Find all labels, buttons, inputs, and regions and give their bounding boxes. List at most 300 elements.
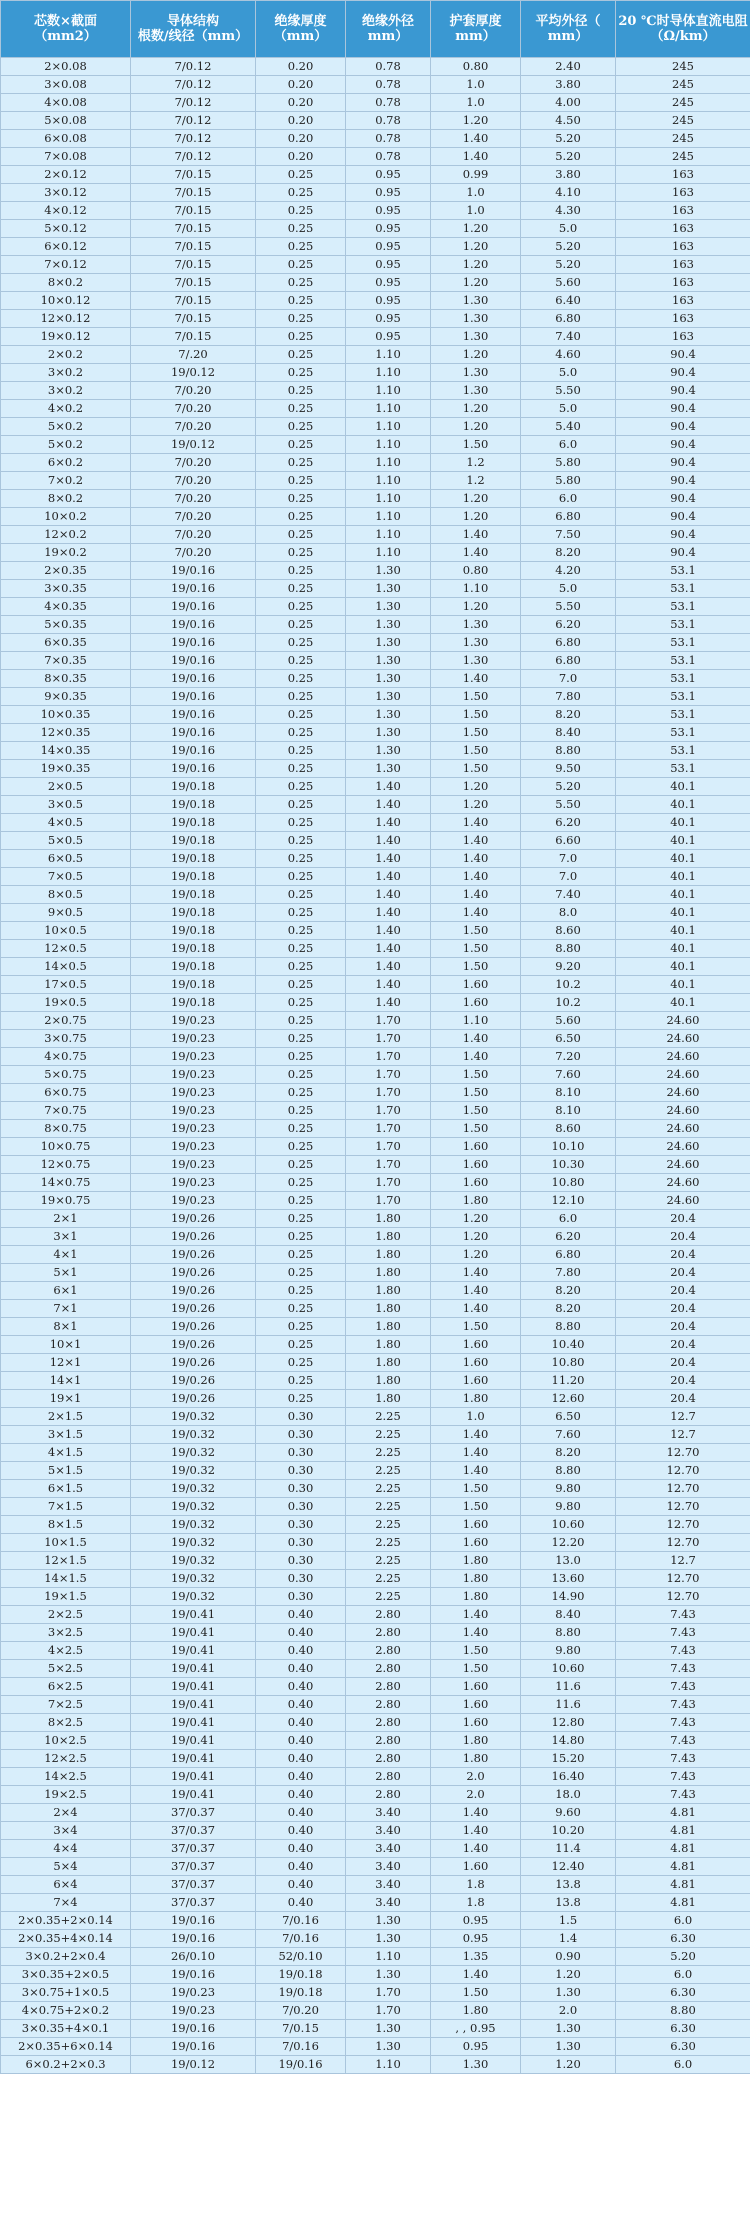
- table-row: [1, 1768, 750, 1786]
- cell-conductor-structure: 7/0.20: [131, 400, 256, 418]
- table-row: [1, 1876, 750, 1894]
- cell-core-section: 2×0.35+4×0.14: [1, 1930, 131, 1948]
- cell-insulation-od: 1.10: [346, 418, 431, 436]
- cell-conductor-structure: 19/0.32: [131, 1426, 256, 1444]
- cell-sheath-thickness: 1.60: [431, 1156, 521, 1174]
- cell-average-od: 4.00: [521, 94, 616, 112]
- cell-insulation-thickness: 0.40: [256, 1624, 346, 1642]
- cell-average-od: 5.20: [521, 148, 616, 166]
- cell-core-section: 3×0.2: [1, 382, 131, 400]
- cell-insulation-thickness: 0.25: [256, 1318, 346, 1336]
- table-row: [1, 58, 750, 76]
- cell-dc-resistance: 5.20: [616, 1948, 750, 1966]
- cell-dc-resistance: 20.4: [616, 1318, 750, 1336]
- cell-insulation-od: 1.40: [346, 976, 431, 994]
- cell-dc-resistance: 12.70: [616, 1516, 750, 1534]
- cell-sheath-thickness: 1.20: [431, 400, 521, 418]
- cell-average-od: 4.10: [521, 184, 616, 202]
- cell-conductor-structure: 19/0.16: [131, 724, 256, 742]
- cell-insulation-od: 1.30: [346, 2020, 431, 2038]
- cell-average-od: 12.10: [521, 1192, 616, 1210]
- cell-sheath-thickness: 1.50: [431, 922, 521, 940]
- cell-average-od: 7.60: [521, 1426, 616, 1444]
- cell-sheath-thickness: , , 0.95: [431, 2020, 521, 2038]
- cell-insulation-thickness: 0.25: [256, 418, 346, 436]
- cell-conductor-structure: 19/0.32: [131, 1444, 256, 1462]
- cell-sheath-thickness: 1.0: [431, 202, 521, 220]
- cell-average-od: 9.80: [521, 1480, 616, 1498]
- cell-average-od: 8.20: [521, 1300, 616, 1318]
- cell-insulation-thickness: 0.25: [256, 1300, 346, 1318]
- cell-insulation-thickness: 0.25: [256, 1372, 346, 1390]
- cell-core-section: 5×0.08: [1, 112, 131, 130]
- cell-conductor-structure: 19/0.18: [131, 994, 256, 1012]
- cell-average-od: 13.60: [521, 1570, 616, 1588]
- cell-sheath-thickness: 1.20: [431, 778, 521, 796]
- cell-core-section: 10×0.5: [1, 922, 131, 940]
- cell-insulation-od: 1.80: [346, 1390, 431, 1408]
- table-row: [1, 1948, 750, 1966]
- cell-conductor-structure: 7/0.12: [131, 148, 256, 166]
- cell-core-section: 6×0.35: [1, 634, 131, 652]
- cell-insulation-od: 1.30: [346, 670, 431, 688]
- table-row: [1, 1642, 750, 1660]
- cell-insulation-thickness: 0.25: [256, 976, 346, 994]
- table-row: [1, 1408, 750, 1426]
- cell-sheath-thickness: 1.20: [431, 220, 521, 238]
- cell-insulation-thickness: 0.25: [256, 1282, 346, 1300]
- cell-dc-resistance: 4.81: [616, 1840, 750, 1858]
- cell-core-section: 19×2.5: [1, 1786, 131, 1804]
- cell-conductor-structure: 7/0.20: [131, 472, 256, 490]
- cell-sheath-thickness: 1.50: [431, 1084, 521, 1102]
- cell-conductor-structure: 19/0.41: [131, 1714, 256, 1732]
- table-row: [1, 1966, 750, 1984]
- cell-conductor-structure: 19/0.18: [131, 814, 256, 832]
- cell-insulation-thickness: 0.25: [256, 760, 346, 778]
- table-row: [1, 868, 750, 886]
- cell-core-section: 7×2.5: [1, 1696, 131, 1714]
- cell-insulation-thickness: 0.25: [256, 1048, 346, 1066]
- cell-dc-resistance: 8.80: [616, 2002, 750, 2020]
- cell-sheath-thickness: 1.20: [431, 112, 521, 130]
- cell-insulation-od: 2.25: [346, 1444, 431, 1462]
- cell-average-od: 5.20: [521, 130, 616, 148]
- cell-insulation-od: 3.40: [346, 1822, 431, 1840]
- cell-insulation-od: 1.10: [346, 346, 431, 364]
- cell-core-section: 10×0.75: [1, 1138, 131, 1156]
- cell-conductor-structure: 19/0.26: [131, 1354, 256, 1372]
- cell-insulation-od: 1.80: [346, 1354, 431, 1372]
- table-row: [1, 1138, 750, 1156]
- cell-average-od: 8.80: [521, 742, 616, 760]
- cell-sheath-thickness: 1.80: [431, 1732, 521, 1750]
- table-row: [1, 958, 750, 976]
- cell-average-od: 5.20: [521, 778, 616, 796]
- cell-average-od: 6.0: [521, 1210, 616, 1228]
- cell-dc-resistance: 90.4: [616, 364, 750, 382]
- cell-core-section: 8×2.5: [1, 1714, 131, 1732]
- table-row: [1, 238, 750, 256]
- cell-insulation-od: 1.10: [346, 526, 431, 544]
- cell-insulation-od: 0.95: [346, 238, 431, 256]
- cell-insulation-thickness: 19/0.16: [256, 2056, 346, 2074]
- cell-insulation-thickness: 19/0.18: [256, 1984, 346, 2002]
- cell-core-section: 17×0.5: [1, 976, 131, 994]
- cell-conductor-structure: 19/0.18: [131, 868, 256, 886]
- cell-insulation-od: 1.30: [346, 562, 431, 580]
- cell-average-od: 8.80: [521, 940, 616, 958]
- cell-insulation-thickness: 0.40: [256, 1876, 346, 1894]
- cell-dc-resistance: 20.4: [616, 1228, 750, 1246]
- cell-conductor-structure: 7/0.12: [131, 94, 256, 112]
- cell-core-section: 14×0.35: [1, 742, 131, 760]
- cell-average-od: 7.50: [521, 526, 616, 544]
- table-row: [1, 706, 750, 724]
- header-core-section: [1, 1, 131, 58]
- cell-conductor-structure: 7/0.15: [131, 220, 256, 238]
- table-row: [1, 922, 750, 940]
- cell-average-od: 7.80: [521, 688, 616, 706]
- cell-average-od: 6.50: [521, 1408, 616, 1426]
- cell-average-od: 14.90: [521, 1588, 616, 1606]
- cell-insulation-od: 2.25: [346, 1534, 431, 1552]
- cell-conductor-structure: 19/0.41: [131, 1732, 256, 1750]
- cell-core-section: 12×1.5: [1, 1552, 131, 1570]
- cell-insulation-od: 1.10: [346, 382, 431, 400]
- cell-dc-resistance: 163: [616, 238, 750, 256]
- cell-insulation-od: 2.25: [346, 1498, 431, 1516]
- cell-average-od: 8.20: [521, 706, 616, 724]
- cell-conductor-structure: 7/0.15: [131, 328, 256, 346]
- cell-sheath-thickness: 1.40: [431, 1264, 521, 1282]
- cell-dc-resistance: 6.30: [616, 1930, 750, 1948]
- cell-average-od: 6.40: [521, 292, 616, 310]
- cell-dc-resistance: 20.4: [616, 1390, 750, 1408]
- cell-sheath-thickness: 1.8: [431, 1894, 521, 1912]
- cell-conductor-structure: 19/0.23: [131, 1030, 256, 1048]
- cell-insulation-od: 2.25: [346, 1462, 431, 1480]
- cell-dc-resistance: 12.70: [616, 1570, 750, 1588]
- cell-insulation-thickness: 0.40: [256, 1858, 346, 1876]
- cell-conductor-structure: 19/0.23: [131, 1174, 256, 1192]
- cell-average-od: 10.60: [521, 1516, 616, 1534]
- cell-core-section: 6×0.12: [1, 238, 131, 256]
- cell-insulation-od: 1.10: [346, 2056, 431, 2074]
- cell-average-od: 1.30: [521, 2020, 616, 2038]
- cell-insulation-od: 1.10: [346, 1948, 431, 1966]
- cell-dc-resistance: 24.60: [616, 1084, 750, 1102]
- cell-dc-resistance: 245: [616, 94, 750, 112]
- cell-average-od: 7.40: [521, 886, 616, 904]
- cell-insulation-thickness: 0.25: [256, 1192, 346, 1210]
- cell-insulation-thickness: 0.25: [256, 1120, 346, 1138]
- cell-conductor-structure: 19/0.18: [131, 922, 256, 940]
- cell-sheath-thickness: 0.95: [431, 1930, 521, 1948]
- cell-dc-resistance: 7.43: [616, 1606, 750, 1624]
- cell-average-od: 8.40: [521, 724, 616, 742]
- cell-average-od: 6.80: [521, 508, 616, 526]
- cell-sheath-thickness: 1.40: [431, 1462, 521, 1480]
- cell-average-od: 5.80: [521, 472, 616, 490]
- cell-core-section: 19×0.35: [1, 760, 131, 778]
- header-average-od: [521, 1, 616, 58]
- cell-core-section: 2×0.75: [1, 1012, 131, 1030]
- cell-dc-resistance: 20.4: [616, 1282, 750, 1300]
- table-row: [1, 1300, 750, 1318]
- table-row: [1, 2056, 750, 2074]
- cell-sheath-thickness: 1.50: [431, 1498, 521, 1516]
- cell-core-section: 6×0.2: [1, 454, 131, 472]
- cell-dc-resistance: 53.1: [616, 634, 750, 652]
- cell-dc-resistance: 24.60: [616, 1048, 750, 1066]
- cell-sheath-thickness: 1.30: [431, 616, 521, 634]
- cell-sheath-thickness: 0.99: [431, 166, 521, 184]
- cell-insulation-thickness: 0.25: [256, 1084, 346, 1102]
- cell-conductor-structure: 19/0.23: [131, 1066, 256, 1084]
- table-row: [1, 1840, 750, 1858]
- cell-average-od: 8.80: [521, 1318, 616, 1336]
- cell-average-od: 12.20: [521, 1534, 616, 1552]
- cell-insulation-thickness: 0.25: [256, 454, 346, 472]
- cell-core-section: 12×1: [1, 1354, 131, 1372]
- cell-insulation-od: 1.80: [346, 1210, 431, 1228]
- cell-sheath-thickness: 1.40: [431, 526, 521, 544]
- cell-insulation-thickness: 0.25: [256, 580, 346, 598]
- table-row: [1, 436, 750, 454]
- cell-core-section: 4×0.75: [1, 1048, 131, 1066]
- cell-conductor-structure: 7/0.12: [131, 112, 256, 130]
- cell-average-od: 4.50: [521, 112, 616, 130]
- cell-insulation-od: 1.40: [346, 832, 431, 850]
- cell-core-section: 2×0.35+6×0.14: [1, 2038, 131, 2056]
- cell-insulation-od: 2.25: [346, 1426, 431, 1444]
- cell-sheath-thickness: 1.20: [431, 1228, 521, 1246]
- cell-insulation-od: 1.80: [346, 1228, 431, 1246]
- cell-average-od: 7.0: [521, 868, 616, 886]
- cell-dc-resistance: 24.60: [616, 1192, 750, 1210]
- cell-dc-resistance: 24.60: [616, 1174, 750, 1192]
- cell-insulation-thickness: 0.20: [256, 76, 346, 94]
- cell-sheath-thickness: 1.60: [431, 1174, 521, 1192]
- cell-dc-resistance: 4.81: [616, 1876, 750, 1894]
- cell-average-od: 8.80: [521, 1624, 616, 1642]
- cell-average-od: 4.60: [521, 346, 616, 364]
- table-row: [1, 166, 750, 184]
- cell-average-od: 6.80: [521, 310, 616, 328]
- cell-conductor-structure: 19/0.26: [131, 1372, 256, 1390]
- header-dc-resistance-line: （Ω/km）: [650, 29, 716, 44]
- cell-insulation-od: 3.40: [346, 1894, 431, 1912]
- cell-conductor-structure: 19/0.26: [131, 1264, 256, 1282]
- cell-insulation-thickness: 0.25: [256, 1210, 346, 1228]
- cell-insulation-od: 1.80: [346, 1336, 431, 1354]
- cell-dc-resistance: 163: [616, 292, 750, 310]
- cell-sheath-thickness: 1.2: [431, 454, 521, 472]
- cell-dc-resistance: 6.0: [616, 1966, 750, 1984]
- cell-insulation-od: 1.30: [346, 760, 431, 778]
- cell-sheath-thickness: 1.50: [431, 760, 521, 778]
- cell-average-od: 1.4: [521, 1930, 616, 1948]
- cell-insulation-thickness: 0.25: [256, 274, 346, 292]
- cell-conductor-structure: 37/0.37: [131, 1840, 256, 1858]
- cell-insulation-od: 0.78: [346, 76, 431, 94]
- table-row: [1, 1066, 750, 1084]
- table-row: [1, 1804, 750, 1822]
- cell-core-section: 6×1: [1, 1282, 131, 1300]
- cell-insulation-thickness: 0.25: [256, 706, 346, 724]
- cell-insulation-od: 1.70: [346, 1066, 431, 1084]
- cell-insulation-od: 2.80: [346, 1786, 431, 1804]
- cell-core-section: 5×4: [1, 1858, 131, 1876]
- cell-insulation-thickness: 0.25: [256, 940, 346, 958]
- cell-dc-resistance: 163: [616, 328, 750, 346]
- cell-conductor-structure: 19/0.32: [131, 1498, 256, 1516]
- cell-insulation-thickness: 0.30: [256, 1408, 346, 1426]
- cell-insulation-thickness: 7/0.15: [256, 2020, 346, 2038]
- cell-average-od: 13.0: [521, 1552, 616, 1570]
- cell-core-section: 12×0.75: [1, 1156, 131, 1174]
- header-insulation-thickness-line: （mm）: [273, 29, 328, 44]
- cell-core-section: 3×0.5: [1, 796, 131, 814]
- cell-average-od: 6.50: [521, 1030, 616, 1048]
- cell-core-section: 7×0.08: [1, 148, 131, 166]
- cell-conductor-structure: 19/0.23: [131, 1156, 256, 1174]
- cell-average-od: 9.80: [521, 1642, 616, 1660]
- cell-insulation-thickness: 0.40: [256, 1696, 346, 1714]
- cell-conductor-structure: 19/0.26: [131, 1282, 256, 1300]
- cell-average-od: 6.0: [521, 490, 616, 508]
- cell-insulation-od: 2.80: [346, 1768, 431, 1786]
- cell-conductor-structure: 7/0.12: [131, 58, 256, 76]
- cell-insulation-thickness: 0.25: [256, 472, 346, 490]
- cell-insulation-thickness: 0.25: [256, 1354, 346, 1372]
- cell-sheath-thickness: 1.60: [431, 1516, 521, 1534]
- cell-core-section: 3×0.08: [1, 76, 131, 94]
- cell-core-section: 4×0.5: [1, 814, 131, 832]
- cell-core-section: 12×2.5: [1, 1750, 131, 1768]
- cell-sheath-thickness: 1.80: [431, 1552, 521, 1570]
- cell-dc-resistance: 163: [616, 220, 750, 238]
- cell-conductor-structure: 19/0.41: [131, 1750, 256, 1768]
- cell-insulation-od: 1.10: [346, 364, 431, 382]
- table-row: [1, 1822, 750, 1840]
- cell-insulation-od: 0.95: [346, 328, 431, 346]
- cell-dc-resistance: 53.1: [616, 724, 750, 742]
- cell-sheath-thickness: 1.40: [431, 670, 521, 688]
- table-row: [1, 1030, 750, 1048]
- cell-dc-resistance: 53.1: [616, 652, 750, 670]
- cell-sheath-thickness: 1.20: [431, 256, 521, 274]
- cell-core-section: 2×1.5: [1, 1408, 131, 1426]
- cell-dc-resistance: 40.1: [616, 922, 750, 940]
- cell-average-od: 5.60: [521, 1012, 616, 1030]
- cell-average-od: 6.20: [521, 616, 616, 634]
- cell-insulation-thickness: 0.40: [256, 1786, 346, 1804]
- cell-insulation-od: 1.80: [346, 1264, 431, 1282]
- cell-average-od: 18.0: [521, 1786, 616, 1804]
- cell-dc-resistance: 90.4: [616, 544, 750, 562]
- cell-dc-resistance: 53.1: [616, 742, 750, 760]
- cell-conductor-structure: 37/0.37: [131, 1894, 256, 1912]
- table-row: [1, 1264, 750, 1282]
- cell-dc-resistance: 20.4: [616, 1354, 750, 1372]
- cell-dc-resistance: 24.60: [616, 1102, 750, 1120]
- cell-sheath-thickness: 0.80: [431, 562, 521, 580]
- cell-average-od: 12.60: [521, 1390, 616, 1408]
- cell-insulation-thickness: 0.30: [256, 1516, 346, 1534]
- cell-insulation-od: 0.95: [346, 220, 431, 238]
- cell-dc-resistance: 40.1: [616, 904, 750, 922]
- cell-sheath-thickness: 1.40: [431, 544, 521, 562]
- cell-sheath-thickness: 1.0: [431, 94, 521, 112]
- cell-dc-resistance: 24.60: [616, 1138, 750, 1156]
- cell-average-od: 13.8: [521, 1894, 616, 1912]
- cell-insulation-od: 1.30: [346, 634, 431, 652]
- table-row: [1, 940, 750, 958]
- cell-core-section: 4×0.2: [1, 400, 131, 418]
- cell-core-section: 3×0.2+2×0.4: [1, 1948, 131, 1966]
- cell-average-od: 8.20: [521, 1282, 616, 1300]
- cell-insulation-thickness: 0.25: [256, 850, 346, 868]
- cell-insulation-thickness: 0.25: [256, 688, 346, 706]
- cell-core-section: 7×0.5: [1, 868, 131, 886]
- cell-insulation-od: 0.95: [346, 184, 431, 202]
- table-row: [1, 274, 750, 292]
- cell-average-od: 13.8: [521, 1876, 616, 1894]
- cell-dc-resistance: 53.1: [616, 580, 750, 598]
- cell-conductor-structure: 19/0.23: [131, 1192, 256, 1210]
- cell-dc-resistance: 24.60: [616, 1012, 750, 1030]
- cell-average-od: 8.10: [521, 1084, 616, 1102]
- cell-sheath-thickness: 1.60: [431, 1336, 521, 1354]
- cell-core-section: 2×2.5: [1, 1606, 131, 1624]
- cell-insulation-thickness: 0.25: [256, 994, 346, 1012]
- cell-conductor-structure: 19/0.18: [131, 958, 256, 976]
- cell-insulation-od: 1.70: [346, 1156, 431, 1174]
- cell-average-od: 1.30: [521, 1984, 616, 2002]
- cell-conductor-structure: 19/0.23: [131, 1012, 256, 1030]
- cell-sheath-thickness: 1.20: [431, 508, 521, 526]
- cell-sheath-thickness: 1.60: [431, 1372, 521, 1390]
- cell-insulation-thickness: 0.25: [256, 382, 346, 400]
- cell-insulation-thickness: 0.25: [256, 544, 346, 562]
- cell-core-section: 4×1.5: [1, 1444, 131, 1462]
- cell-sheath-thickness: 1.40: [431, 814, 521, 832]
- cell-insulation-thickness: 0.25: [256, 868, 346, 886]
- cell-core-section: 5×0.5: [1, 832, 131, 850]
- cell-conductor-structure: 19/0.26: [131, 1336, 256, 1354]
- cell-average-od: 10.80: [521, 1354, 616, 1372]
- table-row: [1, 220, 750, 238]
- cell-core-section: 3×1.5: [1, 1426, 131, 1444]
- cell-core-section: 8×0.2: [1, 490, 131, 508]
- table-row: [1, 832, 750, 850]
- cell-insulation-thickness: 0.20: [256, 130, 346, 148]
- header-dc-resistance-line: 20 ℃时导体直流电阻: [618, 14, 748, 29]
- cell-insulation-od: 1.80: [346, 1246, 431, 1264]
- cell-average-od: 1.30: [521, 2038, 616, 2056]
- cell-dc-resistance: 40.1: [616, 778, 750, 796]
- cell-average-od: 10.2: [521, 994, 616, 1012]
- cell-average-od: 9.60: [521, 1804, 616, 1822]
- cell-core-section: 2×0.35+2×0.14: [1, 1912, 131, 1930]
- cell-insulation-od: 1.10: [346, 544, 431, 562]
- cell-sheath-thickness: 1.30: [431, 382, 521, 400]
- cell-insulation-od: 2.25: [346, 1552, 431, 1570]
- cell-core-section: 5×2.5: [1, 1660, 131, 1678]
- table-row: [1, 1894, 750, 1912]
